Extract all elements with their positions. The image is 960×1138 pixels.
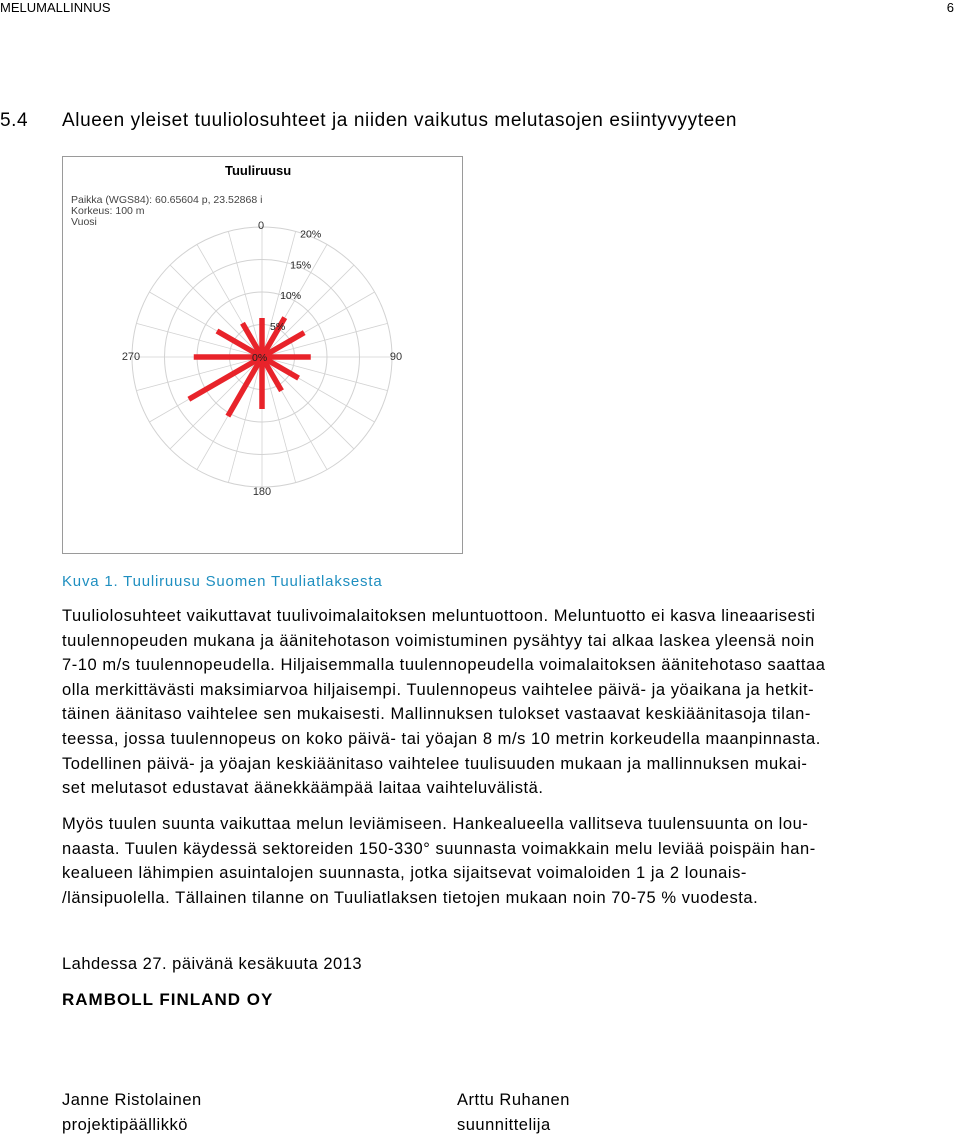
- text-line: Myös tuulen suunta vaikuttaa melun leviämiseen. Hankealueella vallitseva tuulensuunta on lou-: [62, 815, 809, 833]
- text-line: tuulennopeuden mukana ja äänitehotason voimistuminen pysähtyy tai alkaa laskea yleensä noin: [62, 631, 815, 650]
- ring-label: 15%: [290, 259, 312, 272]
- ring-label: 10%: [280, 290, 302, 303]
- text-line: Tuuliolosuhteet vaikuttavat tuulivoimalaitoksen meluntuottoon. Meluntuotto ei kasva lineaarisesti: [62, 607, 816, 625]
- figure-caption: Kuva 1. Tuuliruusu Suomen Tuuliatlaksesta: [62, 573, 383, 590]
- page-number: 6: [946, 0, 954, 15]
- text-line: Todellinen päivä- ja yöajan keskiäänitaso vaihtelee tuulisuuden mukaan ja mallinnuksen mukai-: [62, 754, 808, 773]
- text-line: kealueen lähimpien asuintalojen suunnasta, jotka sijaitsevat voimaloiden 1 ja 2 lounais-: [62, 864, 747, 883]
- signature-block-2: [457, 1088, 570, 1138]
- signatory-name: Arttu Ruhanen: [457, 1091, 570, 1109]
- section-number: 5.4: [0, 110, 29, 131]
- wind-rose-title: Tuuliruusu: [225, 163, 292, 178]
- wind-rose-figure: [62, 156, 463, 554]
- direction-label-south: 180: [252, 486, 272, 498]
- paragraph-wind-conditions: [62, 604, 942, 801]
- text-line: 7-10 m/s tuulennopeudella. Hiljaisemmalla tuulennopeudella voimalaitoksen äänitehotaso saattaa: [62, 656, 826, 675]
- ring-label: 0%: [252, 352, 268, 364]
- paragraph-wind-direction: [62, 812, 942, 910]
- ring-label: 5%: [270, 321, 286, 334]
- text-line: naasta. Tuulen käydessä sektoreiden 150-330° suunnasta voimakkain melu leviää poispäin han-: [62, 839, 816, 858]
- signatory-title: projektipäällikkö: [62, 1116, 188, 1134]
- grid-spoke: [262, 265, 354, 357]
- direction-label-east: 90: [389, 351, 403, 363]
- text-line: set melutasot edustavat äänekkäämpää laitaa vaihteluvälistä.: [62, 779, 544, 798]
- grid-spoke: [170, 357, 262, 449]
- place-and-date: Lahdessa 27. päivänä kesäkuuta 2013: [62, 955, 363, 973]
- text-line: täinen äänitaso vaihtelee sen mukaisesti. Mallinnuksen tulokset vastaavat keskiäänitasoja tilan-: [62, 705, 811, 724]
- wind-rose-chart: [63, 157, 464, 555]
- text-line: /länsipuolella. Tällainen tilanne on Tuuliatlaksen tietojen mukaan noin 70-75 % vuodesta.: [62, 888, 759, 907]
- signatory-title: suunnittelija: [457, 1116, 551, 1134]
- grid-spoke: [170, 265, 262, 357]
- figure-info-line: Korkeus: 100 m: [71, 205, 145, 217]
- section-heading: [0, 110, 737, 132]
- company-name: RAMBOLL FINLAND OY: [62, 990, 274, 1009]
- text-line: olla merkittävästi maksimiarvoa hiljaisempi. Tuulennopeus vaihtelee päivä- ja yöaikana ja hetkit-: [62, 680, 815, 699]
- figure-info-line: Vuosi: [71, 216, 97, 228]
- direction-label-west: 270: [121, 351, 141, 363]
- signatory-name: Janne Ristolainen: [62, 1091, 202, 1109]
- signature-block-1: [62, 1088, 202, 1138]
- grid-spoke: [262, 357, 354, 449]
- text-line: teessa, jossa tuulennopeus on koko päivä- tai yöajan 8 m/s 10 metrin korkeudella maanpinnasta.: [62, 729, 821, 748]
- section-title: Alueen yleiset tuuliolosuhteet ja niiden vaikutus melutasojen esiintyvyyteen: [62, 110, 738, 131]
- direction-label-north: 0: [257, 220, 265, 232]
- figure-info-line: Paikka (WGS84): 60.65604 p, 23.52868 i: [71, 194, 263, 206]
- page-header-title: MELUMALLINNUS: [0, 0, 111, 15]
- ring-label: 20%: [300, 228, 322, 241]
